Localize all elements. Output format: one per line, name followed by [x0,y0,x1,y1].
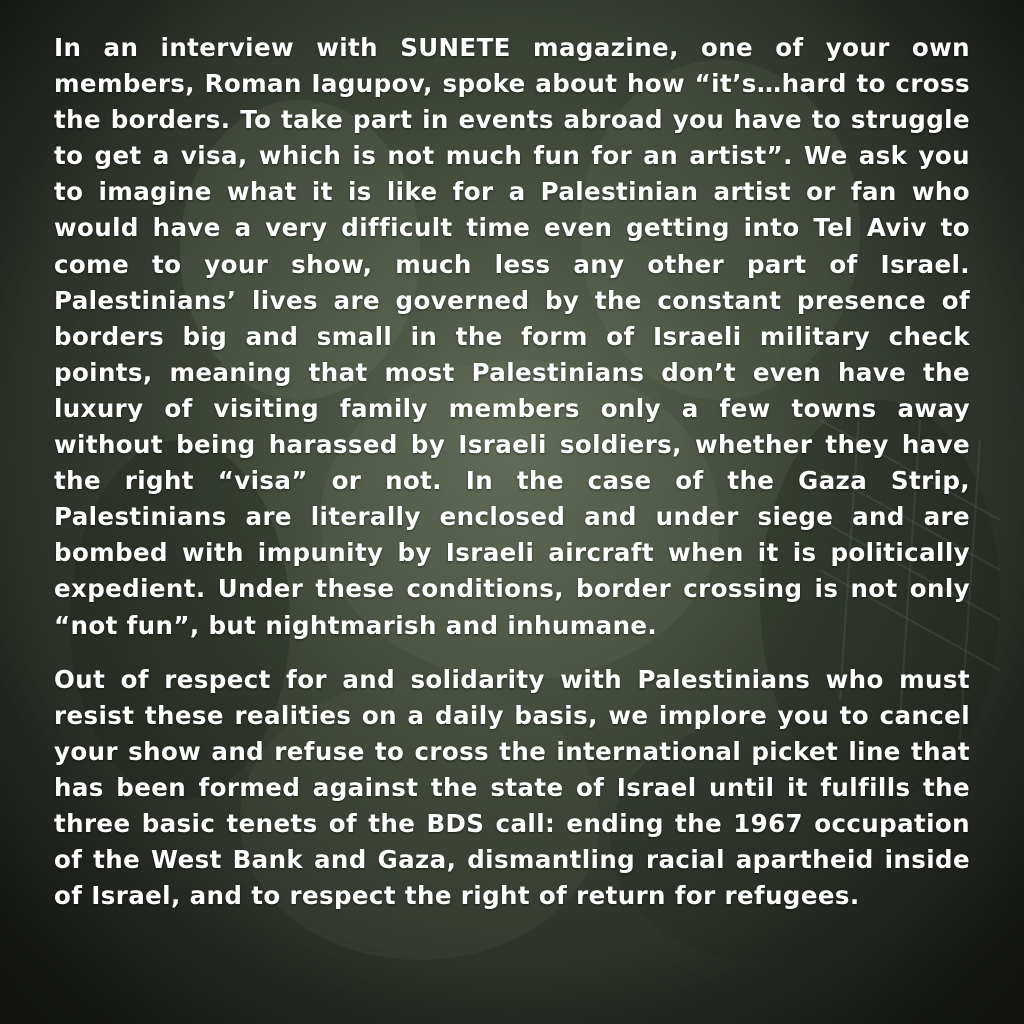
letter-text [54,30,970,914]
paragraph-2: Out of respect for and solidarity with Palestinians who must resist these realities on a daily basis, we implore you to cancel your show and refuse to cross the international picket line that has been formed against the state of Israel until it fulfills the three basic tenets of the BDS call: ending the 1967 occupation of the West Bank and Gaza, dismantling racial apartheid inside of Israel, and to respect the right of return for refugees. [54,664,970,911]
paragraph-1: In an interview with SUNETE magazine, one of your own members, Roman Iagupov, spoke about how “it’s…hard to cross the borders. To take part in events abroad you have to struggle to get a visa, which is not much fun for an artist”. We ask you to imagine what it is like for a Palestinian artist or fan who would have a very difficult time even getting into Tel Aviv to come to your show, much less any other part of Israel. Palestinians’ lives are governed by the constant presence of borders big and small in the form of Israeli military check points, meaning that most Palestinians don’t even have the luxury of visiting family members only a few towns away without being harassed by Israeli soldiers, whether they have the right “visa” or not. In the case of the Gaza Strip, Palestinians are literally enclosed and under siege and are bombed with impunity by Israeli aircraft when it is politically expedient. Under these conditions, border crossing is not only “not fun”, but nightmarish and inhumane. [54,33,970,640]
